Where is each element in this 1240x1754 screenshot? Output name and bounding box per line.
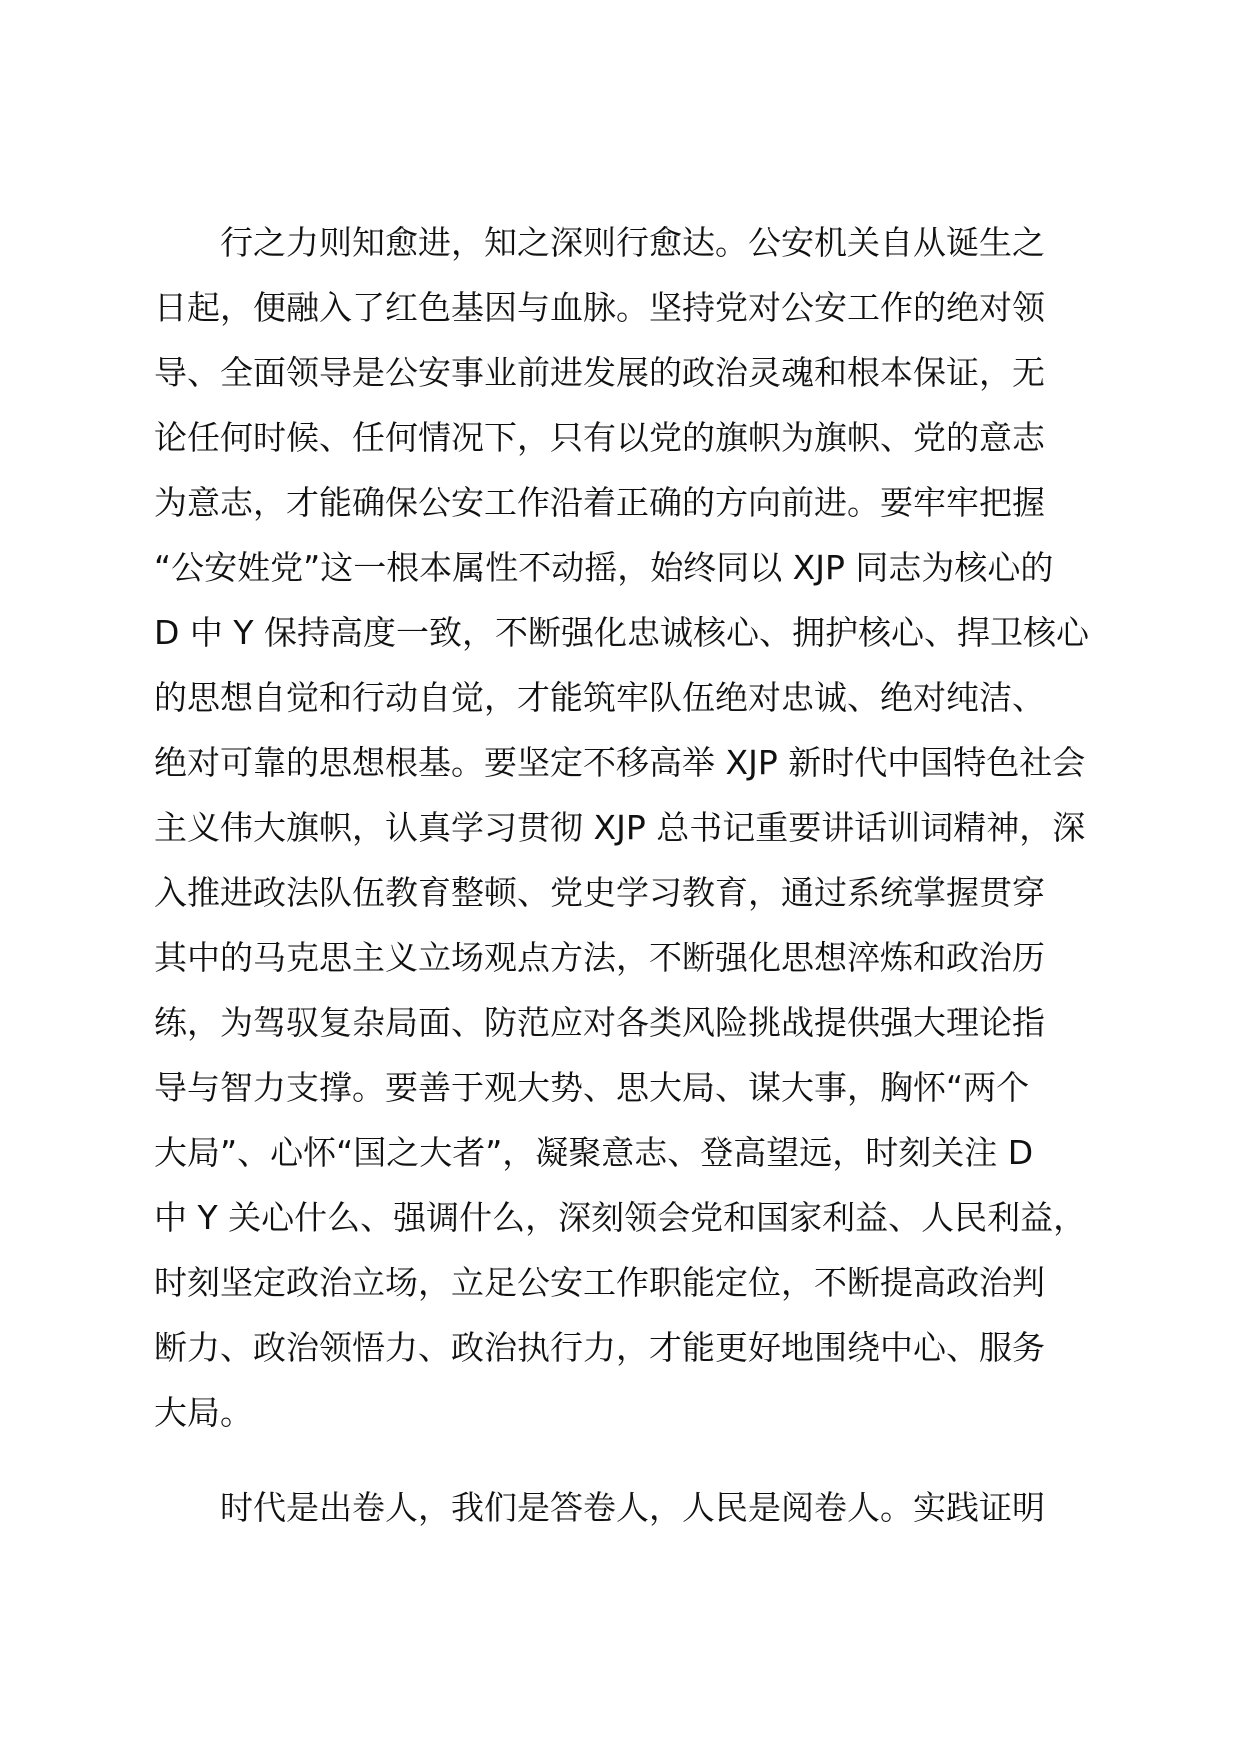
text-line: 入推进政法队伍教育整顿、党史学习教育，通过系统掌握贯穿: [154, 873, 1045, 912]
text-line: 论任何时候、任何情况下，只有以党的旗帜为旗帜、党的意志: [154, 418, 1045, 457]
text-line: 大局。: [154, 1393, 253, 1432]
text-line: 中 Y 关心什么、强调什么，深刻领会党和国家利益、人民利益，: [154, 1198, 1087, 1237]
text-line: 行之力则知愈进，知之深则行愈达。公安机关自从诞生之: [220, 223, 1045, 262]
text-line: D 中 Y 保持高度一致，不断强化忠诚核心、拥护核心、捍卫核心: [154, 613, 1090, 652]
text-line: 主义伟大旗帜，认真学习贯彻 XJP 总书记重要讲话训词精神，深: [154, 808, 1086, 847]
text-line: 的思想自觉和行动自觉，才能筑牢队伍绝对忠诚、绝对纯洁、: [154, 678, 1045, 717]
text-line: 为意志，才能确保公安工作沿着正确的方向前进。要牢牢把握: [154, 483, 1045, 522]
text-line: 大局”、心怀“国之大者”，凝聚意志、登高望远，时刻关注 D: [154, 1133, 1034, 1172]
text-line: 时代是出卷人，我们是答卷人，人民是阅卷人。实践证明: [220, 1488, 1045, 1527]
body-text: [154, 210, 1094, 1540]
text-line: 断力、政治领悟力、政治执行力，才能更好地围绕中心、服务: [154, 1328, 1045, 1367]
text-line: 导、全面领导是公安事业前进发展的政治灵魂和根本保证，无: [154, 353, 1045, 392]
paragraph-spacer: [154, 1445, 1094, 1475]
text-line: 导与智力支撑。要善于观大势、思大局、谋大事，胸怀“两个: [154, 1068, 1030, 1107]
text-line: 日起，便融入了红色基因与血脉。坚持党对公安工作的绝对领: [154, 288, 1045, 327]
paragraph-1: [154, 210, 1094, 1445]
text-line: 其中的马克思主义立场观点方法，不断强化思想淬炼和政治历: [154, 938, 1045, 977]
paragraph-2: [154, 1475, 1094, 1540]
text-line: 绝对可靠的思想根基。要坚定不移高举 XJP 新时代中国特色社会: [154, 743, 1086, 782]
text-line: 练，为驾驭复杂局面、防范应对各类风险挑战提供强大理论指: [154, 1003, 1045, 1042]
text-line: “公安姓党”这一根本属性不动摇，始终同以 XJP 同志为核心的: [154, 548, 1054, 587]
text-line: 时刻坚定政治立场，立足公安工作职能定位，不断提高政治判: [154, 1263, 1045, 1302]
